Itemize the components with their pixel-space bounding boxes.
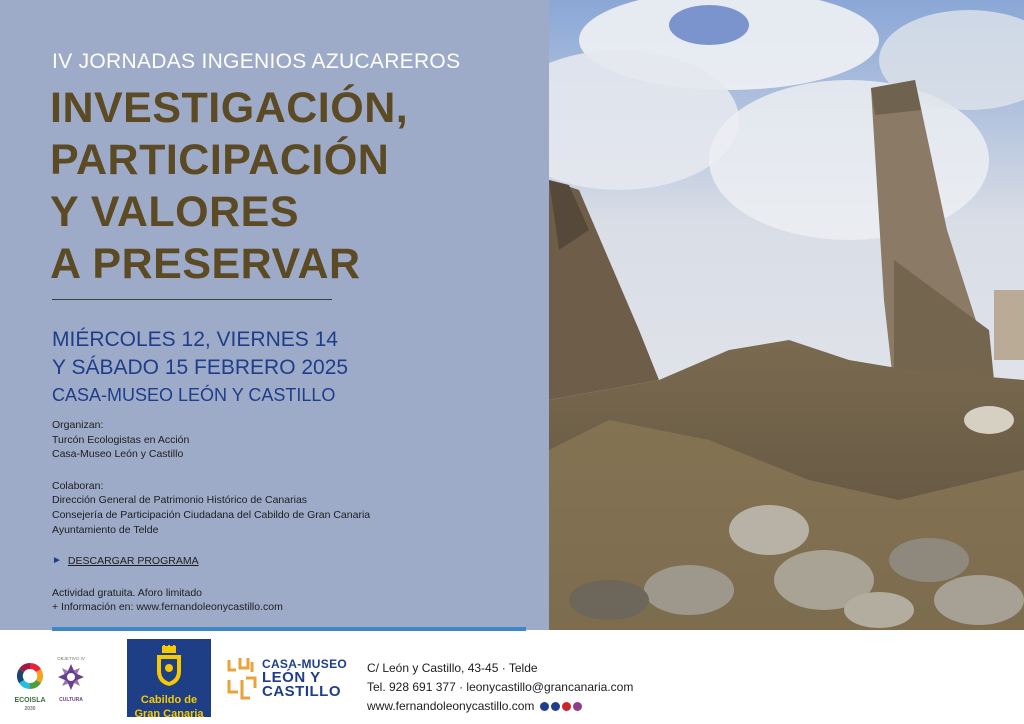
cabildo-logo (127, 639, 211, 720)
casa-museo-mark-icon (226, 654, 258, 702)
accent-bar (52, 627, 526, 631)
title-divider (52, 299, 332, 300)
cultura-star-icon (56, 662, 86, 692)
contact-phone-email[interactable]: Tel. 928 691 377 · leonycastillo@grancanaria.com (367, 680, 634, 694)
cabildo-name-2: Gran Canaria (134, 708, 204, 720)
ecoisla-title: ECOISLA (14, 697, 46, 704)
info-block (52, 418, 370, 615)
event-title (50, 82, 408, 290)
twitter-icon[interactable] (551, 702, 560, 711)
cultura-caption: OBJETIVO IV (57, 656, 85, 661)
cultura-label: CULTURA (59, 697, 83, 703)
contact-block (367, 659, 633, 716)
ecoisla-year: 2030 (24, 706, 36, 712)
facebook-icon[interactable] (540, 702, 549, 711)
youtube-icon[interactable] (562, 702, 571, 711)
event-venue: CASA-MUSEO LEÓN Y CASTILLO (52, 385, 336, 405)
museo-line-3: CASTILLO (262, 683, 341, 700)
event-dates (52, 326, 348, 408)
title-line: Y VALORES (50, 188, 300, 236)
collaborator-item: Consejería de Participación Ciudadana del Cabildo de Gran Canaria (52, 508, 371, 521)
cultura-logo (56, 656, 86, 706)
download-program-label[interactable]: DESCARGAR PROGRAMA (67, 555, 199, 568)
download-program-link[interactable] (52, 554, 370, 569)
collaborator-item: Dirección General de Patrimonio Histórico de Canarias (52, 494, 308, 507)
collaborator-item: Ayuntamiento de Telde (52, 523, 159, 536)
museo-line-2: LEÓN Y (262, 669, 321, 686)
title-line: PARTICIPACIÓN (50, 136, 390, 184)
social-icons (540, 702, 582, 711)
contact-website[interactable]: www.fernandoleonycastillo.com (367, 699, 535, 713)
contact-address: C/ León y Castillo, 43-45 · Telde (367, 661, 538, 675)
instagram-icon[interactable] (573, 702, 582, 711)
dates-line-2: Y SÁBADO 15 FEBRERO 2025 (52, 356, 349, 379)
free-activity-note: Actividad gratuita. Aforo limitado (52, 586, 202, 599)
collaborators-heading: Colaboran: (52, 479, 104, 492)
event-subtitle: IV JORNADAS INGENIOS AZUCAREROS (52, 50, 461, 73)
ecoisla-ring-icon (10, 660, 50, 692)
more-info-note: + Información en: www.fernandoleonycastillo.com (52, 601, 283, 614)
organizers-heading: Organizan: (52, 419, 104, 431)
ruins-photo (549, 0, 1024, 630)
play-arrow-icon: ► (52, 555, 62, 567)
cabildo-name-1: Cabildo de (140, 694, 198, 706)
organizer-item: Turcón Ecologistas en Acción (52, 433, 190, 446)
museo-line-1: CASA-MUSEO (262, 657, 348, 671)
crest-icon (151, 645, 187, 687)
title-line: A PRESERVAR (50, 240, 361, 288)
organizer-item: Casa-Museo León y Castillo (52, 448, 184, 461)
ecoisla-logo (10, 660, 50, 710)
dates-line-1: MIÉRCOLES 12, VIERNES 14 (52, 328, 338, 351)
casa-museo-logo-text (262, 657, 347, 699)
title-line: INVESTIGACIÓN, (50, 84, 409, 132)
